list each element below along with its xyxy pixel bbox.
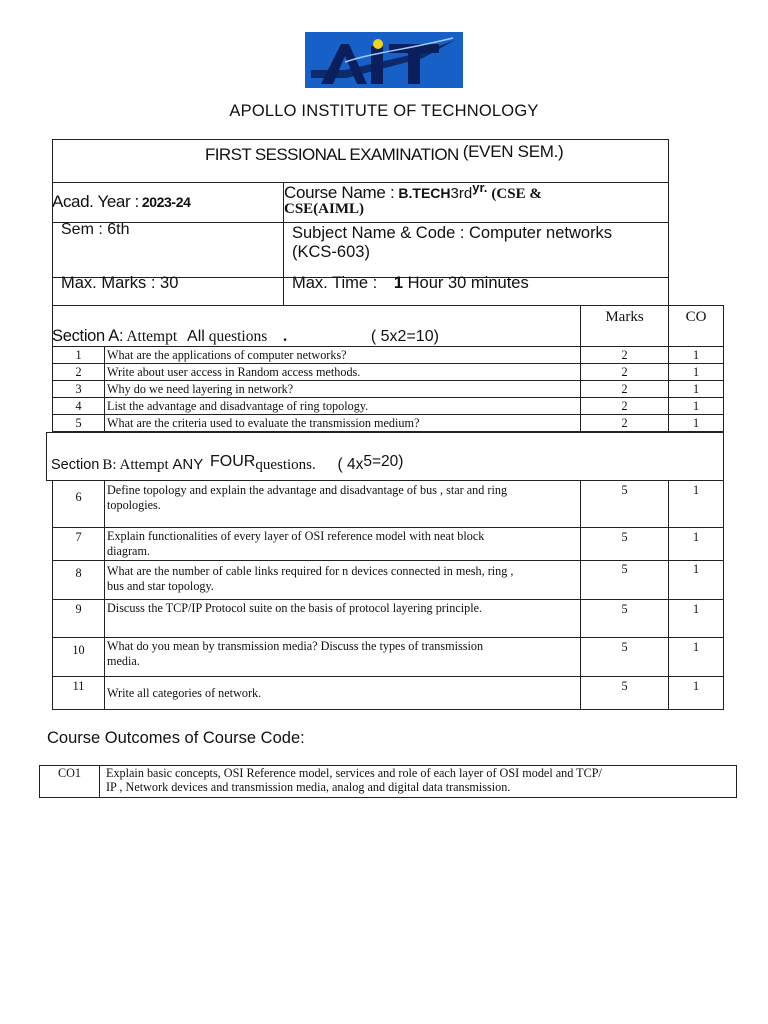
- question-marks: 5: [621, 530, 628, 544]
- question-marks: 2: [621, 416, 628, 430]
- question-co: 1: [692, 602, 700, 616]
- question-marks: 2: [621, 348, 628, 362]
- question-marks: 2: [621, 399, 628, 413]
- section-a-heading: [52, 327, 439, 346]
- question-text: List the advantage and disadvantage of ring topology.: [107, 399, 369, 413]
- question-text: What are the criteria used to evaluate the transmission medium?: [107, 416, 420, 430]
- question-text-line2: diagram.: [107, 544, 150, 558]
- question-text-line1: What do you mean by transmission media? Discuss the types of transmission: [107, 639, 484, 653]
- question-co: 1: [692, 530, 700, 544]
- acad-year-value: 2023-24: [141, 194, 191, 210]
- institute-name: APOLLO INSTITUTE OF TECHNOLOGY: [229, 102, 539, 120]
- section-a-label: Section A:: [52, 327, 124, 345]
- question-text: Why do we need layering in network?: [107, 382, 294, 396]
- exam-title: [205, 142, 564, 165]
- section-b-heading: [51, 453, 404, 474]
- question-number: 6: [75, 490, 82, 504]
- question-text-line1: Define topology and explain the advantage and disadvantage of bus , star and ring: [107, 483, 508, 497]
- question-number: 11: [72, 679, 85, 693]
- question-co: 1: [692, 416, 700, 430]
- question-text-line2: bus and star topology.: [107, 579, 214, 593]
- question-co: 1: [692, 382, 700, 396]
- co-description-line1: Explain basic concepts, OSI Reference model, services and role of each layer of OSI model and TCP/: [106, 766, 602, 780]
- question-text-line1: Discuss the TCP/IP Protocol suite on the basis of protocol layering principle.: [107, 601, 483, 615]
- section-a-all: All: [187, 328, 205, 345]
- question-marks: 2: [621, 382, 628, 396]
- section-b-label: Section: [51, 457, 100, 473]
- exam-semester: (EVEN SEM.): [462, 142, 564, 161]
- question-text-line2: topologies.: [107, 498, 161, 512]
- question-text-line1: What are the number of cable links required for n devices connected in mesh, ring ,: [107, 564, 514, 578]
- question-number: 2: [75, 365, 82, 379]
- section-a-attempt: Attempt: [126, 328, 178, 345]
- question-marks: 5: [621, 602, 628, 616]
- max-marks-value: 30: [160, 274, 179, 292]
- question-number: 10: [72, 643, 85, 657]
- semester: Sem : 6th: [61, 221, 130, 238]
- exam-title-text: FIRST SESSIONAL EXAMINATION: [205, 145, 459, 164]
- question-co: 1: [692, 365, 700, 379]
- max-time: [292, 274, 529, 293]
- section-a-scheme: ( 5x2=10): [370, 328, 439, 345]
- max-time-label: Max. Time :: [292, 274, 378, 292]
- course-name-label: Course Name :: [284, 183, 395, 202]
- question-text: What are the applications of computer networks?: [107, 348, 347, 362]
- course-name: [284, 180, 668, 218]
- institute-logo: [305, 32, 463, 88]
- co-description-line2: IP , Network devices and transmission media, analog and digital data transmission.: [106, 780, 511, 794]
- question-number: 3: [75, 382, 82, 396]
- question-marks: 5: [621, 679, 628, 693]
- question-text: Write about user access in Random access methods.: [107, 365, 361, 379]
- column-header-co: CO: [685, 309, 707, 325]
- section-b-scheme-b: 5=20): [363, 453, 404, 470]
- max-marks: [61, 274, 178, 293]
- question-text-line2: media.: [107, 654, 140, 668]
- section-a-questions: questions: [208, 328, 268, 345]
- section-b-any: ANY: [172, 456, 204, 473]
- section-b-scheme-a: ( 4x: [337, 456, 364, 473]
- question-number: 7: [75, 530, 82, 544]
- question-co: 1: [692, 348, 700, 362]
- question-co: 1: [692, 640, 700, 654]
- question-number: 5: [75, 416, 82, 430]
- acad-year-label: Acad. Year :: [52, 192, 139, 211]
- max-marks-label: Max. Marks :: [61, 274, 156, 292]
- question-number: 4: [75, 399, 82, 413]
- course-outcomes-heading: Course Outcomes of Course Code:: [47, 729, 305, 747]
- acad-year: [52, 192, 190, 212]
- co-code: CO1: [57, 766, 82, 780]
- question-marks: 5: [621, 640, 628, 654]
- course-branch: (CSE &: [491, 186, 542, 202]
- question-number: 9: [75, 602, 82, 616]
- question-co: 1: [692, 679, 700, 693]
- section-b-questions: questions.: [255, 457, 316, 473]
- question-co: 1: [692, 562, 700, 576]
- max-time-rest: Hour 30 minutes: [407, 274, 529, 292]
- subject-name: Subject Name & Code : Computer networks: [292, 224, 613, 242]
- question-text-line1: Explain functionalities of every layer of OSI reference model with neat block: [107, 529, 485, 543]
- question-co: 1: [692, 483, 700, 497]
- subject-code: (KCS-603): [292, 243, 370, 261]
- question-text-line1: Write all categories of network.: [107, 686, 262, 700]
- question-marks: 5: [621, 483, 628, 497]
- course-year-suffix: yr.: [472, 180, 488, 195]
- question-co: 1: [692, 399, 700, 413]
- question-number: 1: [75, 348, 82, 362]
- question-number: 8: [75, 566, 82, 580]
- column-header-marks: Marks: [605, 309, 644, 325]
- question-marks: 5: [621, 562, 628, 576]
- section-a-dot: .: [283, 328, 287, 345]
- course-degree: B.TECH: [398, 185, 451, 201]
- section-b-attempt: Attempt: [119, 457, 169, 473]
- question-marks: 2: [621, 365, 628, 379]
- max-time-hours: 1: [393, 274, 404, 292]
- subject: [292, 224, 612, 262]
- section-b-label-b: B:: [102, 457, 117, 473]
- course-branch-2: CSE(AIML): [284, 201, 365, 217]
- section-b-four: FOUR: [210, 453, 256, 470]
- course-year: 3rd: [450, 185, 473, 202]
